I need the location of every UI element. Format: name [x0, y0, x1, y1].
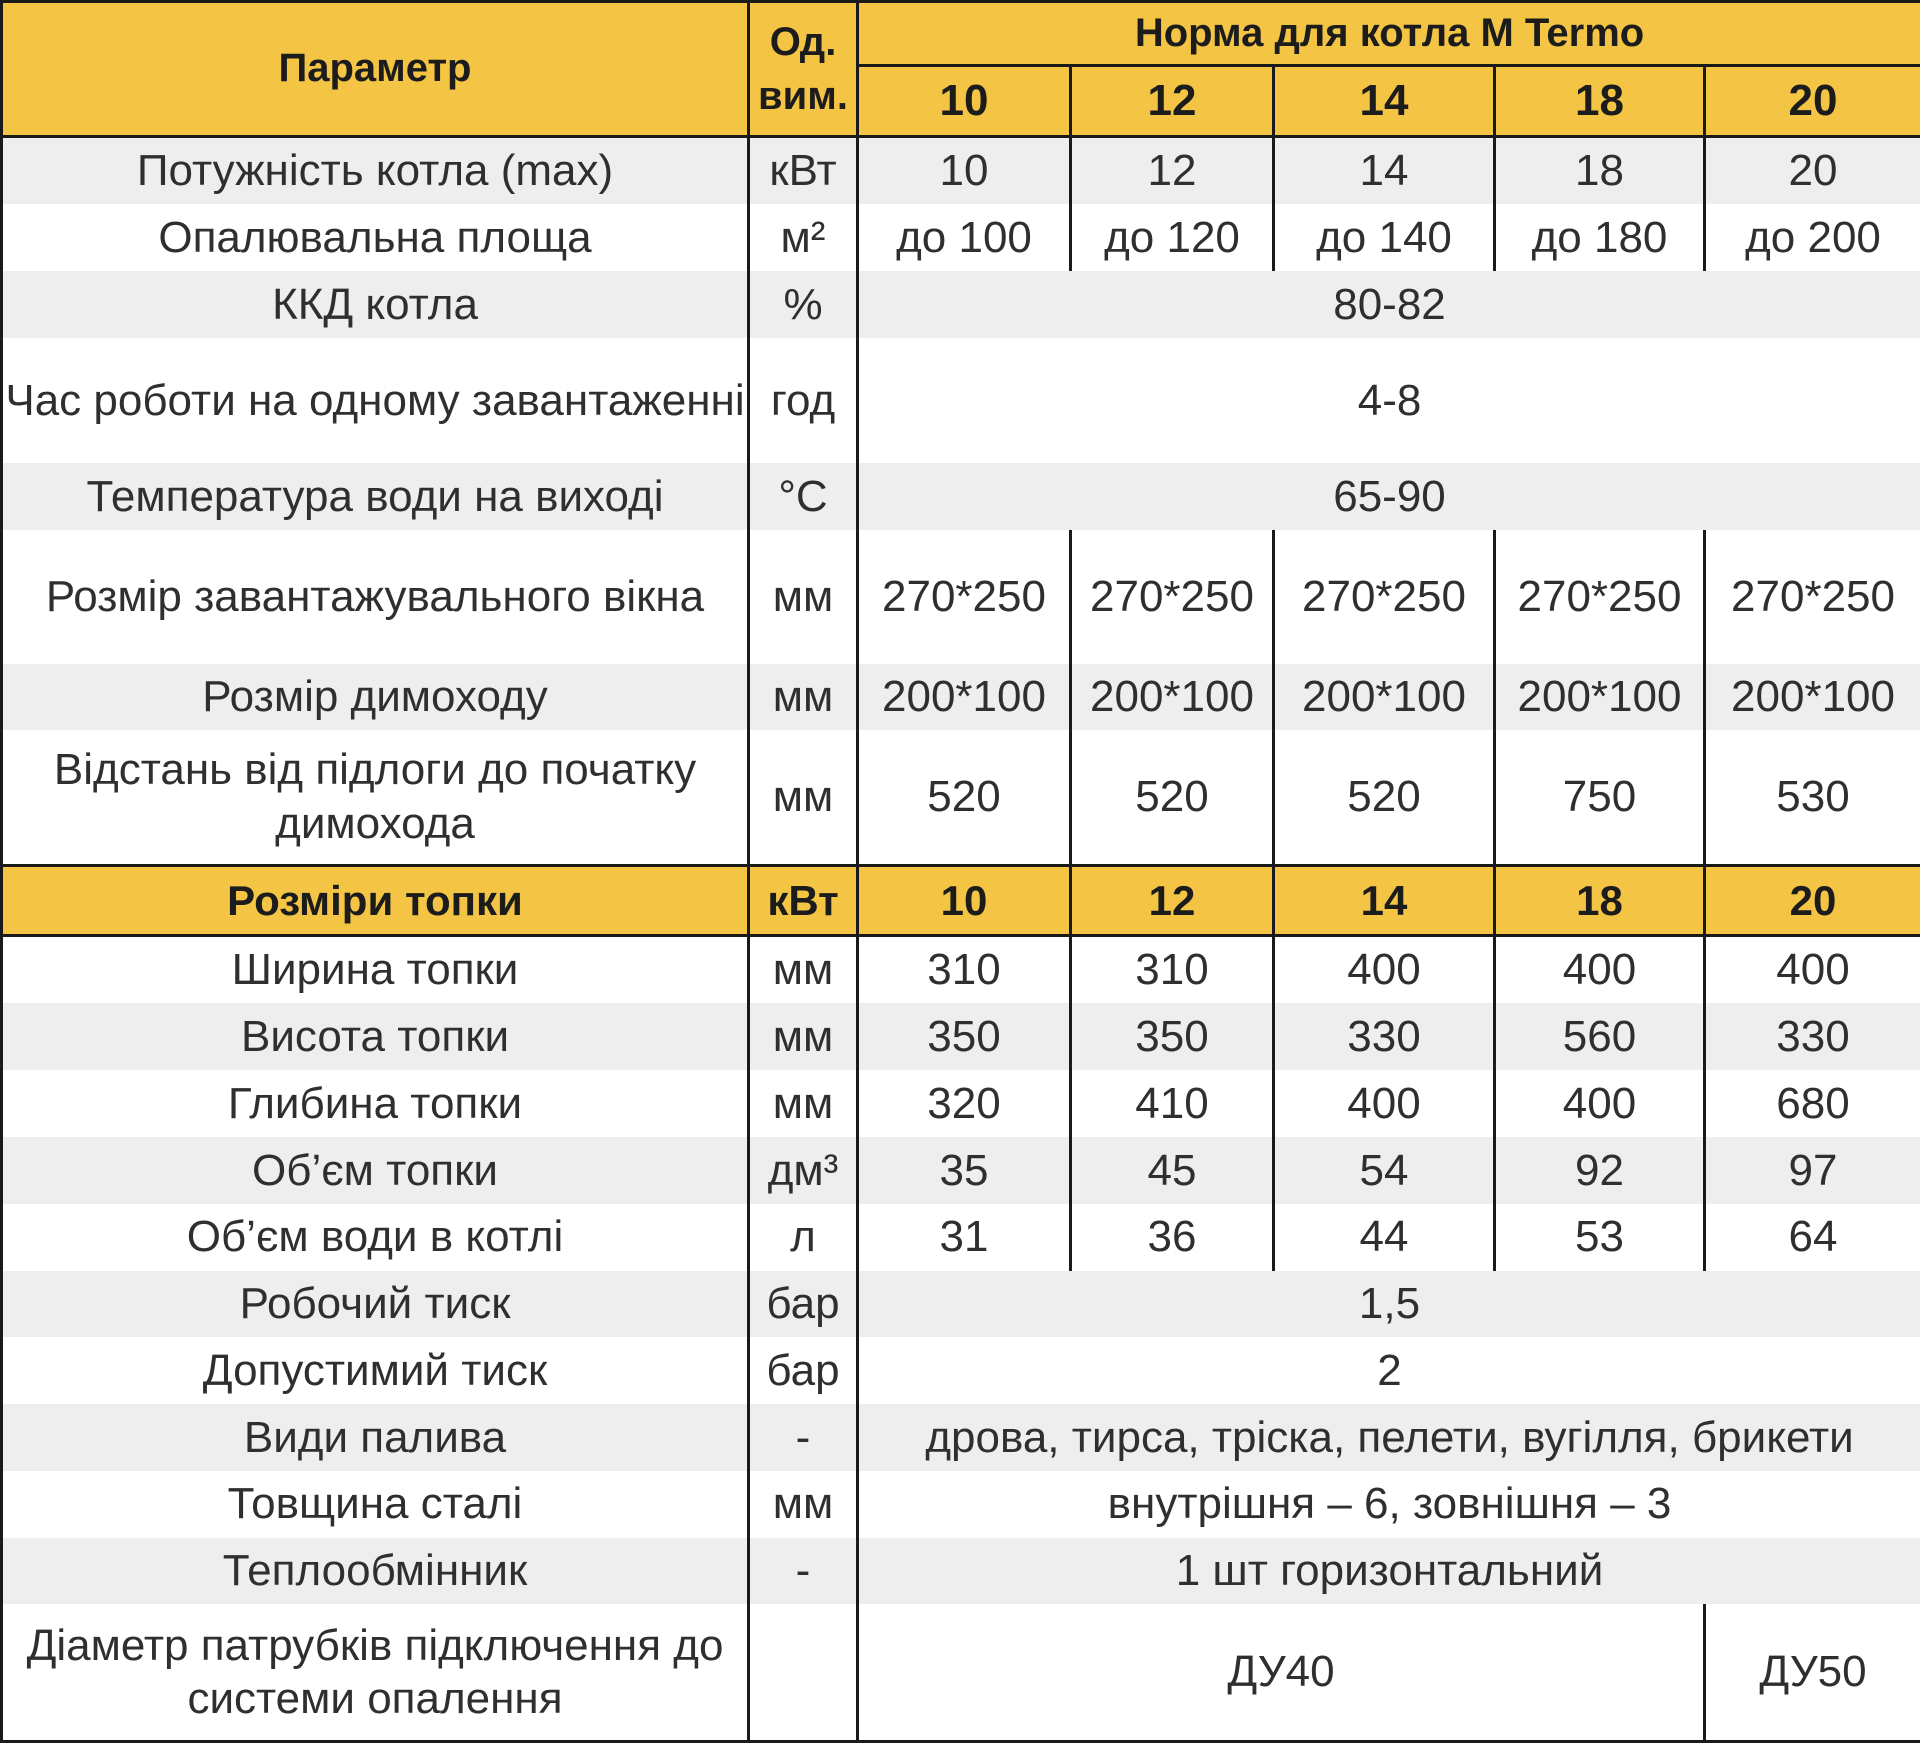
cell: 400 — [1274, 1070, 1495, 1137]
header-model-20: 20 — [1705, 65, 1920, 136]
cell: 310 — [858, 935, 1071, 1003]
section-model-20: 20 — [1705, 865, 1920, 935]
cell: 310 — [1071, 935, 1274, 1003]
table-row — [2, 1003, 1920, 1070]
cell: 31 — [858, 1204, 1071, 1271]
row-label: Товщина сталі — [2, 1471, 749, 1538]
section-model-14: 14 — [1274, 865, 1495, 935]
cell: 270*250 — [858, 530, 1071, 664]
cell: 200*100 — [1705, 664, 1920, 731]
cell: 270*250 — [1274, 530, 1495, 664]
cell: 350 — [1071, 1003, 1274, 1070]
header-param: Параметр — [2, 2, 749, 137]
row-label: Види палива — [2, 1404, 749, 1471]
merged-cell: 1,5 — [858, 1271, 1920, 1338]
table-row — [2, 730, 1920, 865]
table-row — [2, 1204, 1920, 1271]
cell: 45 — [1071, 1137, 1274, 1204]
cell: 330 — [1274, 1003, 1495, 1070]
cell: ДУ50 — [1705, 1604, 1920, 1741]
cell: 400 — [1274, 935, 1495, 1003]
cell: 410 — [1071, 1070, 1274, 1137]
table-row — [2, 463, 1920, 530]
table-row — [2, 1137, 1920, 1204]
cell: 320 — [858, 1070, 1071, 1137]
row-unit: дм³ — [749, 1137, 858, 1204]
cell: 200*100 — [1495, 664, 1705, 731]
row-label: Глибина топки — [2, 1070, 749, 1137]
cell: 270*250 — [1495, 530, 1705, 664]
row-unit: год — [749, 338, 858, 463]
table-row — [2, 1538, 1920, 1605]
merged-cell: внутрішня – 6, зовнішня – 3 — [858, 1471, 1920, 1538]
cell: 400 — [1495, 1070, 1705, 1137]
row-unit — [749, 1604, 858, 1741]
section-model-12: 12 — [1071, 865, 1274, 935]
cell: 520 — [1274, 730, 1495, 865]
cell: 270*250 — [1071, 530, 1274, 664]
cell: 12 — [1071, 136, 1274, 204]
table-row — [2, 136, 1920, 204]
row-unit: мм — [749, 664, 858, 731]
row-label: ККД котла — [2, 271, 749, 338]
cell: 97 — [1705, 1137, 1920, 1204]
cell: 330 — [1705, 1003, 1920, 1070]
row-label: Опалювальна площа — [2, 204, 749, 271]
table-row — [2, 1070, 1920, 1137]
cell: 200*100 — [1274, 664, 1495, 731]
section-title: Розміри топки — [2, 865, 749, 935]
cell: 54 — [1274, 1137, 1495, 1204]
row-label: Розмір завантажувального вікна — [2, 530, 749, 664]
row-unit: - — [749, 1404, 858, 1471]
header-norm-title: Норма для котла M Termo — [858, 2, 1920, 66]
row-label: Час роботи на одному завантаженні — [2, 338, 749, 463]
cell: 520 — [858, 730, 1071, 865]
row-label: Ширина топки — [2, 935, 749, 1003]
cell: 200*100 — [1071, 664, 1274, 731]
row-unit: мм — [749, 1471, 858, 1538]
row-unit: кВт — [749, 136, 858, 204]
merged-cell: 1 шт горизонтальний — [858, 1538, 1920, 1605]
header-model-18: 18 — [1495, 65, 1705, 136]
row-label: Допустимий тиск — [2, 1337, 749, 1404]
header-model-10: 10 — [858, 65, 1071, 136]
merged-cell: 65-90 — [858, 463, 1920, 530]
table-row — [2, 935, 1920, 1003]
table-row — [2, 204, 1920, 271]
merged-cell: дрова, тирса, тріска, пелети, вугілля, брикети — [858, 1404, 1920, 1471]
row-label: Теплообмінник — [2, 1538, 749, 1605]
row-unit: - — [749, 1538, 858, 1605]
section-unit: кВт — [749, 865, 858, 935]
row-label: Об’єм топки — [2, 1137, 749, 1204]
cell: 530 — [1705, 730, 1920, 865]
cell: до 140 — [1274, 204, 1495, 271]
merged-cell: 80-82 — [858, 271, 1920, 338]
row-label: Діаметр патрубків підключення до системи опалення — [2, 1604, 749, 1741]
row-label: Відстань від підлоги до початку димохода — [2, 730, 749, 865]
table-row — [2, 1337, 1920, 1404]
table-row — [2, 1471, 1920, 1538]
row-unit: мм — [749, 1070, 858, 1137]
row-label: Висота топки — [2, 1003, 749, 1070]
merged-cell: 4-8 — [858, 338, 1920, 463]
cell: 750 — [1495, 730, 1705, 865]
row-label: Температура води на виході — [2, 463, 749, 530]
cell: 35 — [858, 1137, 1071, 1204]
table-row — [2, 1271, 1920, 1338]
row-unit: м² — [749, 204, 858, 271]
cell: 680 — [1705, 1070, 1920, 1137]
header-model-12: 12 — [1071, 65, 1274, 136]
row-unit: мм — [749, 1003, 858, 1070]
row-unit: мм — [749, 935, 858, 1003]
row-unit: л — [749, 1204, 858, 1271]
cell: 200*100 — [858, 664, 1071, 731]
cell: 400 — [1495, 935, 1705, 1003]
cell: 64 — [1705, 1204, 1920, 1271]
merged-cell: 2 — [858, 1337, 1920, 1404]
cell: 53 — [1495, 1204, 1705, 1271]
cell: 18 — [1495, 136, 1705, 204]
row-unit: мм — [749, 730, 858, 865]
cell: до 100 — [858, 204, 1071, 271]
cell: до 120 — [1071, 204, 1274, 271]
cell: 520 — [1071, 730, 1274, 865]
table-row — [2, 664, 1920, 731]
cell: 44 — [1274, 1204, 1495, 1271]
cell: 10 — [858, 136, 1071, 204]
row-unit: °С — [749, 463, 858, 530]
header-unit: Од. вим. — [749, 2, 858, 137]
header-model-14: 14 — [1274, 65, 1495, 136]
row-unit: бар — [749, 1271, 858, 1338]
cell: 92 — [1495, 1137, 1705, 1204]
cell: 14 — [1274, 136, 1495, 204]
table-row — [2, 530, 1920, 664]
table-row — [2, 1404, 1920, 1471]
cell: до 180 — [1495, 204, 1705, 271]
cell: 350 — [858, 1003, 1071, 1070]
cell: до 200 — [1705, 204, 1920, 271]
row-unit: % — [749, 271, 858, 338]
table-row — [2, 1604, 1920, 1741]
table-row — [2, 338, 1920, 463]
row-label: Об’єм води в котлі — [2, 1204, 749, 1271]
cell: 560 — [1495, 1003, 1705, 1070]
merged-cell: ДУ40 — [858, 1604, 1705, 1741]
cell: 20 — [1705, 136, 1920, 204]
section-header-row — [2, 865, 1920, 935]
row-unit: мм — [749, 530, 858, 664]
section-model-10: 10 — [858, 865, 1071, 935]
cell: 270*250 — [1705, 530, 1920, 664]
cell: 36 — [1071, 1204, 1274, 1271]
row-label: Розмір димоходу — [2, 664, 749, 731]
row-label: Потужність котла (max) — [2, 136, 749, 204]
row-unit: бар — [749, 1337, 858, 1404]
table-row — [2, 271, 1920, 338]
section-model-18: 18 — [1495, 865, 1705, 935]
row-label: Робочий тиск — [2, 1271, 749, 1338]
cell: 400 — [1705, 935, 1920, 1003]
